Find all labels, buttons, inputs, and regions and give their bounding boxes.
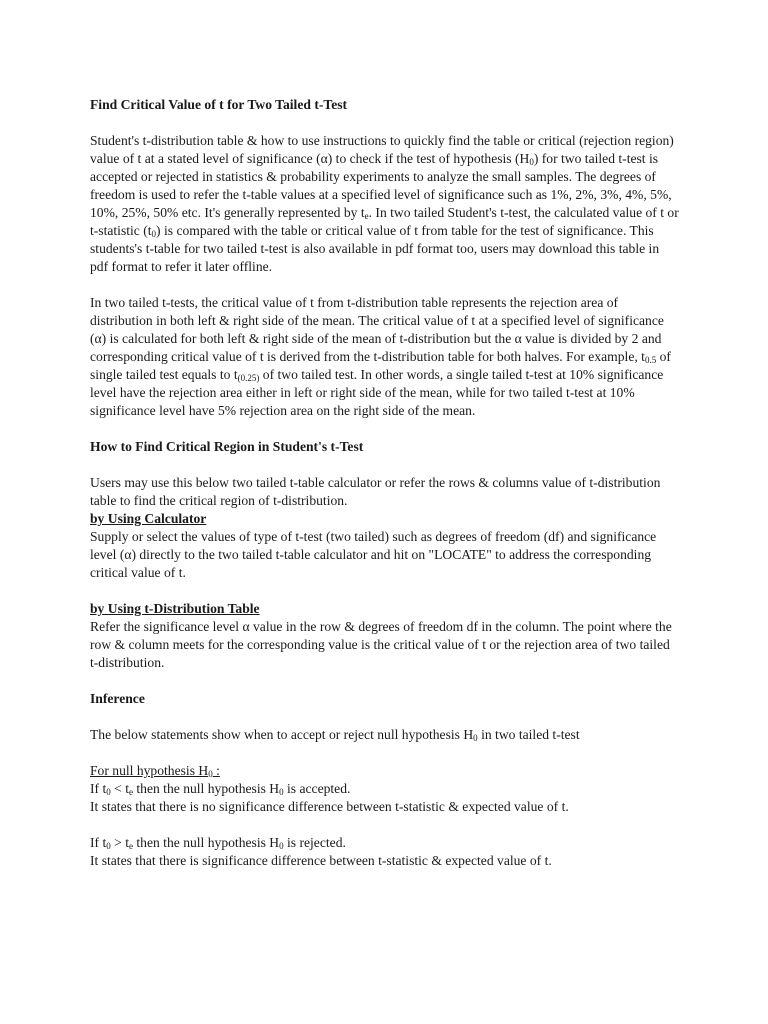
accept-condition: If $t_0 < t_e$ then the null hypothesis $H_0$ is accepted. xyxy=(90,781,351,797)
inference-title: Inference xyxy=(90,691,145,706)
table-method-heading: by Using t-Distribution Table xyxy=(90,601,260,616)
section-critical-region-intro: Users may use this below two tailed t-table calculator or refer the rows & columns value of t-distribution table to find the critical region of t-distribution. xyxy=(90,475,661,508)
page-title: Find Critical Value of t for Two Tailed t-Test xyxy=(90,97,348,112)
intro-paragraph: Student's t-distribution table & how to use instructions to quickly find the table or critical (rejection region) value of t at a stated level of significance (α) to check if the test of hypothesis $(H_0)$ for two tailed t-test is accepted or rejected in statistics & probability experiments to analyze the small samples. The degrees of freedom is used to refer the t-table values at a specified level of significance such as 1%, 2%, 3%, 4%, 5%, 10%, 25%, 50% etc. It's generally represented by $t_e$. In two tailed Student's t-test, the calculated value of t or t-statistic $(t_0)$ is compared with the table or critical value of t from table for the test of significance. This students's t-table for two tailed t-test is also available in pdf format too, users may download this table in pdf format to refer it later offline. xyxy=(90,133,679,274)
null-hypothesis-heading: For null hypothesis $H_0$ : xyxy=(90,763,220,779)
inference-intro: The below statements show when to accept or reject null hypothesis $H_0$ in two tailed t-test xyxy=(90,727,580,743)
document-content xyxy=(90,96,680,870)
accept-explanation: It states that there is no significance difference between t-statistic & expected value of t. xyxy=(90,799,569,814)
section-critical-region-title: How to Find Critical Region in Student's t-Test xyxy=(90,439,364,454)
table-method-text: Refer the significance level α value in the row & degrees of freedom df in the column. The point where the row & column meets for the corresponding value is the critical value of t or the rejection area of two tailed t-distribution. xyxy=(90,619,672,670)
two-tailed-paragraph: In two tailed t-tests, the critical value of t from t-distribution table represents the rejection area of distribution in both left & right side of the mean. The critical value of t at a specified level of significance (α) is calculated for both left & right side of the mean of t-distribution but the α value is divided by 2 and corresponding critical value of t is derived from the t-distribution table for both halves. For example, $t_{0.5}$ of single tailed test equals to $t_{(0.25)}$ of two tailed test. In other words, a single tailed t-test at 10% significance level have the rejection area either in left or right side of the mean, while for two tailed t-test at 10% significance level have 5% rejection area on the right side of the mean. xyxy=(90,295,671,418)
reject-condition: If $t_0 > t_e$ then the null hypothesis $H_0$ is rejected. xyxy=(90,835,346,851)
calculator-text: Supply or select the values of type of t-test (two tailed) such as degrees of freedom (df) and significance level (α) directly to the two tailed t-table calculator and hit on "LOCATE" to address the corresponding critical value of t. xyxy=(90,529,657,580)
calculator-heading: by Using Calculator xyxy=(90,511,207,526)
reject-explanation: It states that there is significance difference between t-statistic & expected value of t. xyxy=(90,853,552,868)
